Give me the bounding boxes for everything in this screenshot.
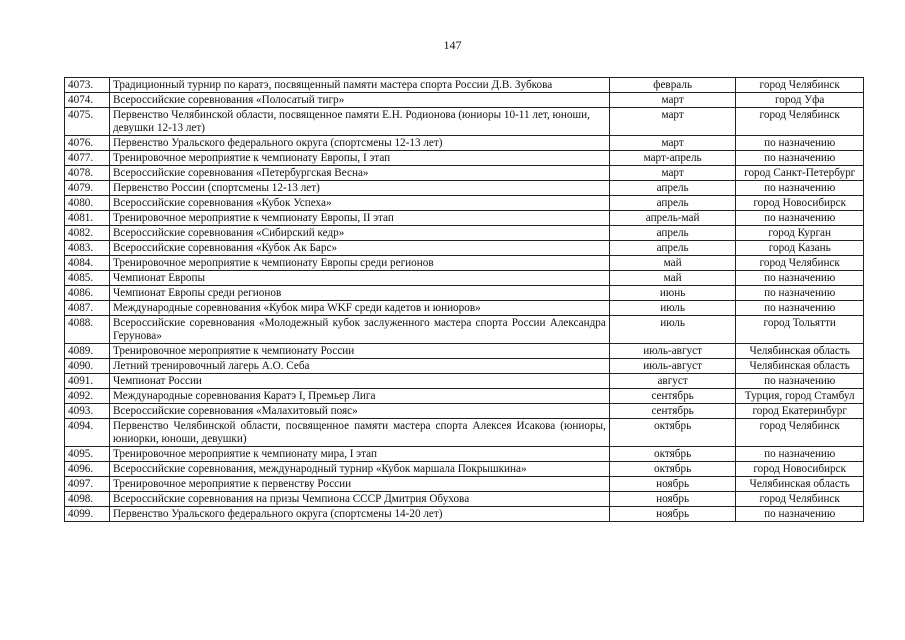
event-number-cell: 4076. — [65, 136, 110, 151]
event-date-cell: июль — [609, 301, 736, 316]
table-row — [65, 151, 864, 166]
table-row — [65, 477, 864, 492]
event-date-cell: апрель — [609, 196, 736, 211]
event-date-cell: апрель-май — [609, 211, 736, 226]
event-number-cell: 4080. — [65, 196, 110, 211]
event-place-cell: Челябинская область — [736, 477, 864, 492]
table-row — [65, 404, 864, 419]
table-row — [65, 211, 864, 226]
event-number-cell: 4095. — [65, 447, 110, 462]
table-row — [65, 447, 864, 462]
event-number-cell: 4092. — [65, 389, 110, 404]
event-place-cell: город Челябинск — [736, 492, 864, 507]
event-date-cell: март — [609, 166, 736, 181]
event-number-cell: 4074. — [65, 93, 110, 108]
event-number-cell: 4073. — [65, 78, 110, 93]
table-row — [65, 241, 864, 256]
event-name-cell: Всероссийские соревнования «Кубок Ак Барс» — [109, 241, 609, 256]
event-name-cell: Тренировочное мероприятие к чемпионату России — [109, 344, 609, 359]
table-row — [65, 78, 864, 93]
event-name-cell: Всероссийские соревнования «Петербургская Весна» — [109, 166, 609, 181]
event-date-cell: июль-август — [609, 359, 736, 374]
event-date-cell: октябрь — [609, 447, 736, 462]
event-name-cell: Первенство Челябинской области, посвященное памяти Е.Н. Родионова (юниоры 10-11 лет, юноши, девушки 12-13 лет) — [109, 108, 609, 136]
event-number-cell: 4099. — [65, 507, 110, 522]
event-number-cell: 4097. — [65, 477, 110, 492]
event-date-cell: март-апрель — [609, 151, 736, 166]
event-name-cell: Всероссийские соревнования «Малахитовый пояс» — [109, 404, 609, 419]
event-date-cell: март — [609, 108, 736, 136]
event-place-cell: по назначению — [736, 181, 864, 196]
event-place-cell: по назначению — [736, 447, 864, 462]
event-place-cell: по назначению — [736, 136, 864, 151]
event-number-cell: 4091. — [65, 374, 110, 389]
event-date-cell: март — [609, 136, 736, 151]
event-place-cell: город Тольятти — [736, 316, 864, 344]
event-place-cell: Челябинская область — [736, 359, 864, 374]
event-place-cell: город Санкт-Петербург — [736, 166, 864, 181]
event-name-cell: Международные соревнования «Кубок мира WKF среди кадетов и юниоров» — [109, 301, 609, 316]
event-name-cell: Тренировочное мероприятие к чемпионату Европы, I этап — [109, 151, 609, 166]
event-place-cell: по назначению — [736, 374, 864, 389]
event-date-cell: ноябрь — [609, 477, 736, 492]
event-name-cell: Традиционный турнир по каратэ, посвященный памяти мастера спорта России Д.В. Зубкова — [109, 78, 609, 93]
event-date-cell: октябрь — [609, 419, 736, 447]
table-row — [65, 462, 864, 477]
event-place-cell: город Челябинск — [736, 256, 864, 271]
table-row — [65, 271, 864, 286]
table-row — [65, 286, 864, 301]
event-name-cell: Чемпионат России — [109, 374, 609, 389]
table-row — [65, 359, 864, 374]
event-place-cell: Турция, город Стамбул — [736, 389, 864, 404]
event-place-cell: по назначению — [736, 211, 864, 226]
event-date-cell: июнь — [609, 286, 736, 301]
event-number-cell: 4083. — [65, 241, 110, 256]
event-name-cell: Всероссийские соревнования «Молодежный кубок заслуженного мастера спорта России Александра Герунова» — [109, 316, 609, 344]
events-table — [64, 77, 864, 522]
event-place-cell: город Новосибирск — [736, 196, 864, 211]
event-name-cell: Первенство Уральского федерального округа (спортсмены 14-20 лет) — [109, 507, 609, 522]
table-row — [65, 181, 864, 196]
event-name-cell: Первенство России (спортсмены 12-13 лет) — [109, 181, 609, 196]
table-row — [65, 374, 864, 389]
event-name-cell: Международные соревнования Каратэ I, Премьер Лига — [109, 389, 609, 404]
table-row — [65, 226, 864, 241]
event-name-cell: Тренировочное мероприятие к чемпионату Европы среди регионов — [109, 256, 609, 271]
event-number-cell: 4090. — [65, 359, 110, 374]
event-date-cell: февраль — [609, 78, 736, 93]
event-date-cell: август — [609, 374, 736, 389]
event-number-cell: 4082. — [65, 226, 110, 241]
event-name-cell: Первенство Челябинской области, посвященное памяти мастера спорта Алексея Исакова (юниоры, юниорки, юноши, девушки) — [109, 419, 609, 447]
table-row — [65, 301, 864, 316]
table-row — [65, 166, 864, 181]
event-date-cell: ноябрь — [609, 507, 736, 522]
event-place-cell: по назначению — [736, 507, 864, 522]
event-date-cell: апрель — [609, 181, 736, 196]
event-number-cell: 4096. — [65, 462, 110, 477]
event-place-cell: город Курган — [736, 226, 864, 241]
event-name-cell: Всероссийские соревнования «Кубок Успеха» — [109, 196, 609, 211]
event-date-cell: ноябрь — [609, 492, 736, 507]
event-number-cell: 4086. — [65, 286, 110, 301]
event-place-cell: по назначению — [736, 301, 864, 316]
event-place-cell: город Челябинск — [736, 419, 864, 447]
event-number-cell: 4081. — [65, 211, 110, 226]
event-name-cell: Всероссийские соревнования «Сибирский кедр» — [109, 226, 609, 241]
event-number-cell: 4094. — [65, 419, 110, 447]
event-name-cell: Летний тренировочный лагерь А.О. Себа — [109, 359, 609, 374]
table-row — [65, 492, 864, 507]
event-date-cell: октябрь — [609, 462, 736, 477]
event-number-cell: 4078. — [65, 166, 110, 181]
page-number: 147 — [443, 38, 462, 52]
event-date-cell: июль-август — [609, 344, 736, 359]
event-number-cell: 4098. — [65, 492, 110, 507]
event-date-cell: июль — [609, 316, 736, 344]
event-name-cell: Тренировочное мероприятие к чемпионату мира, I этап — [109, 447, 609, 462]
event-place-cell: город Уфа — [736, 93, 864, 108]
table-row — [65, 196, 864, 211]
event-date-cell: апрель — [609, 241, 736, 256]
event-place-cell: город Екатеринбург — [736, 404, 864, 419]
event-place-cell: город Челябинск — [736, 78, 864, 93]
table-row — [65, 344, 864, 359]
event-number-cell: 4077. — [65, 151, 110, 166]
event-number-cell: 4079. — [65, 181, 110, 196]
event-number-cell: 4089. — [65, 344, 110, 359]
event-place-cell: по назначению — [736, 286, 864, 301]
table-row — [65, 93, 864, 108]
event-name-cell: Всероссийские соревнования, международный турнир «Кубок маршала Покрышкина» — [109, 462, 609, 477]
event-place-cell: город Челябинск — [736, 108, 864, 136]
event-name-cell: Всероссийские соревнования «Полосатый тигр» — [109, 93, 609, 108]
event-date-cell: май — [609, 256, 736, 271]
event-place-cell: город Казань — [736, 241, 864, 256]
table-row — [65, 256, 864, 271]
event-date-cell: сентябрь — [609, 404, 736, 419]
event-place-cell: город Новосибирск — [736, 462, 864, 477]
table-row — [65, 389, 864, 404]
event-number-cell: 4075. — [65, 108, 110, 136]
event-name-cell: Всероссийские соревнования на призы Чемпиона СССР Дмитрия Обухова — [109, 492, 609, 507]
event-name-cell: Чемпионат Европы — [109, 271, 609, 286]
table-row — [65, 108, 864, 136]
table-row — [65, 136, 864, 151]
event-name-cell: Тренировочное мероприятие к чемпионату Европы, II этап — [109, 211, 609, 226]
event-date-cell: сентябрь — [609, 389, 736, 404]
event-number-cell: 4084. — [65, 256, 110, 271]
event-place-cell: по назначению — [736, 151, 864, 166]
event-number-cell: 4087. — [65, 301, 110, 316]
event-date-cell: апрель — [609, 226, 736, 241]
table-row — [65, 316, 864, 344]
event-name-cell: Первенство Уральского федерального округа (спортсмены 12-13 лет) — [109, 136, 609, 151]
event-place-cell: по назначению — [736, 271, 864, 286]
event-date-cell: март — [609, 93, 736, 108]
event-place-cell: Челябинская область — [736, 344, 864, 359]
event-number-cell: 4088. — [65, 316, 110, 344]
event-date-cell: май — [609, 271, 736, 286]
events-table-body — [65, 78, 864, 522]
table-row — [65, 419, 864, 447]
event-name-cell: Тренировочное мероприятие к первенству России — [109, 477, 609, 492]
event-name-cell: Чемпионат Европы среди регионов — [109, 286, 609, 301]
table-row — [65, 507, 864, 522]
event-number-cell: 4093. — [65, 404, 110, 419]
event-number-cell: 4085. — [65, 271, 110, 286]
